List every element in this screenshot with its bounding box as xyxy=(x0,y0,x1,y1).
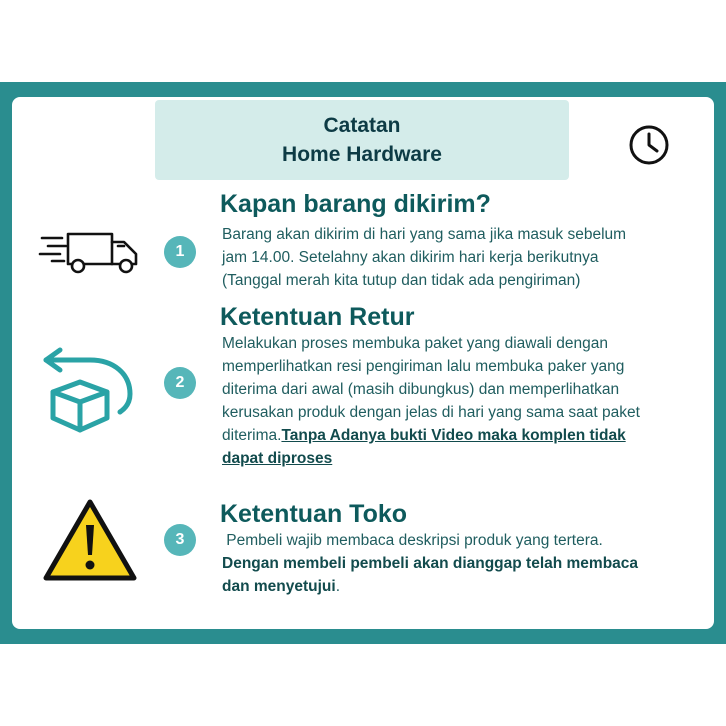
section-2-line: Melakukan proses membuka paket yang diawali dengan xyxy=(222,335,609,352)
header-box xyxy=(155,100,569,180)
section-2-line xyxy=(222,424,702,447)
section-1-title: Kapan barang dikirim? xyxy=(220,190,491,218)
section-1-number-badge: 1 xyxy=(164,236,196,268)
delivery-truck-icon xyxy=(38,228,142,276)
section-2-line: kerusakan produk dengan jelas di hari yang sama saat paket xyxy=(222,404,640,421)
section-3-line xyxy=(222,552,702,575)
section-2-number-badge: 2 xyxy=(164,367,196,399)
section-2-video-warning-end: dapat diproses xyxy=(222,450,333,467)
header-title-line1: Catatan xyxy=(323,114,401,137)
section-1-line: jam 14.00. Setelahny akan dikirim hari kerja berikutnya xyxy=(222,249,599,266)
return-box-icon xyxy=(38,330,138,436)
section-2-line: diterima dari awal (masih dibungkus) dan memperlihatkan xyxy=(222,381,620,398)
section-2-body xyxy=(222,332,702,470)
section-3-agreement: Dengan membeli pembeli akan dianggap telah membaca xyxy=(222,555,639,572)
section-1-body xyxy=(222,223,702,292)
section-2-video-warning: Tanpa Adanya bukti Video maka komplen tidak xyxy=(281,427,626,444)
section-3-agreement-end: dan menyetujui xyxy=(222,578,336,595)
section-2-line: memperlihatkan resi pengiriman lalu membuka paker yang xyxy=(222,358,625,375)
section-1-line: (Tanggal merah kita tutup dan tidak ada pengiriman) xyxy=(222,272,581,289)
section-3-number-badge: 3 xyxy=(164,524,196,556)
section-2-line-prefix: diterima. xyxy=(222,427,282,444)
clock-icon xyxy=(628,124,670,166)
section-3-line xyxy=(222,575,702,598)
section-2-line xyxy=(222,447,702,470)
section-3-suffix: . xyxy=(335,578,340,595)
section-3-line: Pembeli wajib membaca deskripsi produk yang tertera. xyxy=(222,532,603,549)
warning-icon xyxy=(42,497,138,583)
header-title-line2: Home Hardware xyxy=(282,143,442,166)
section-1-line: Barang akan dikirim di hari yang sama jika masuk sebelum xyxy=(222,226,627,243)
section-2-title: Ketentuan Retur xyxy=(220,303,415,331)
section-3-title: Ketentuan Toko xyxy=(220,500,408,528)
section-3-body xyxy=(222,529,702,598)
